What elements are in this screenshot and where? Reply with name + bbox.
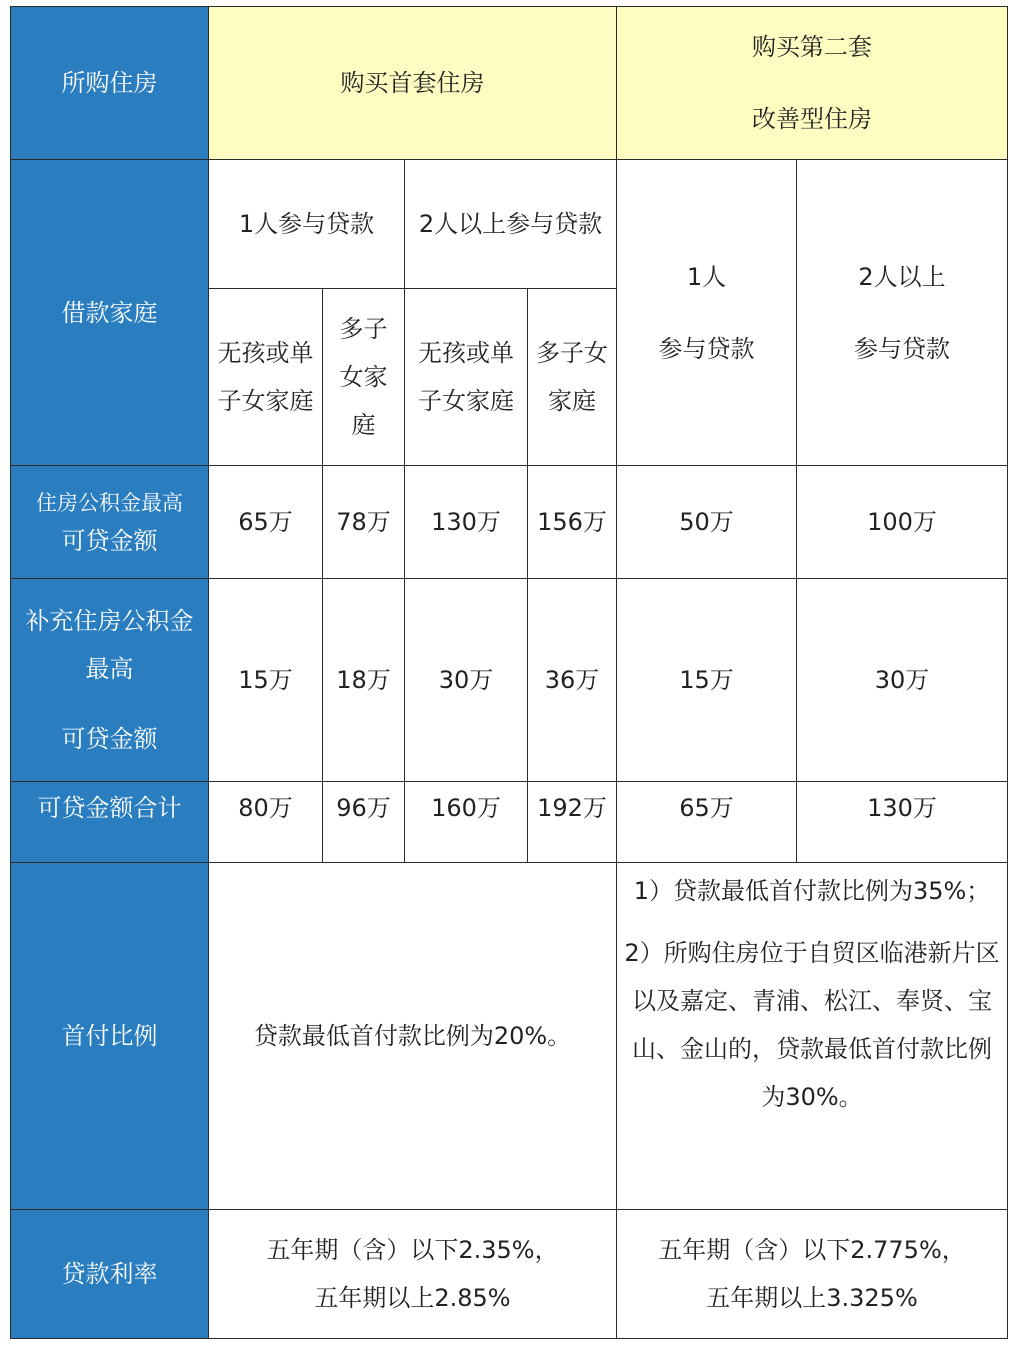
no-kid-family-header-2: 无孩或单子女家庭 [405, 289, 528, 466]
fund-limit-label-line1: 住房公积金最高 [36, 491, 183, 515]
fund-limit-row [11, 466, 1008, 579]
down-payment-label: 首付比例 [11, 863, 209, 1210]
two-plus-loan-header: 2人以上参与贷款 [405, 160, 617, 289]
housing-type-row [11, 7, 1008, 160]
total-limit-row [11, 782, 1008, 863]
total-limit-value: 65万 [617, 782, 797, 863]
second-home-header-line2: 改善型住房 [752, 105, 872, 133]
interest-rate-label: 贷款利率 [11, 1210, 209, 1339]
housing-type-label: 所购住房 [11, 7, 209, 160]
supplementary-fund-value: 15万 [617, 579, 797, 782]
total-limit-value: 130万 [797, 782, 1008, 863]
fund-limit-value: 156万 [528, 466, 617, 579]
first-home-header: 购买首套住房 [209, 7, 617, 160]
down-payment-second-rule-2: 2）所购住房位于自贸区临港新片区以及嘉定、青浦、松江、奉贤、宝山、金山的，贷款最低首付款比例为30%。 [624, 939, 1000, 1111]
no-kid-family-header: 无孩或单子女家庭 [209, 289, 323, 466]
down-payment-first-home: 贷款最低首付款比例为20%。 [209, 863, 617, 1210]
second-home-header-line1: 购买第二套 [752, 33, 872, 61]
second-home-header [617, 7, 1008, 160]
supplementary-fund-value: 18万 [323, 579, 405, 782]
second-two-plus-line2: 参与贷款 [854, 334, 950, 363]
second-one-person-line2: 参与贷款 [658, 334, 755, 363]
multi-kid-family-header-2: 多子女家庭 [528, 289, 617, 466]
supplementary-fund-value: 30万 [797, 579, 1008, 782]
fund-limit-label-line2: 可贷金额 [61, 527, 158, 555]
fund-limit-value: 50万 [617, 466, 797, 579]
supplementary-fund-value: 15万 [209, 579, 323, 782]
supplementary-fund-label-line1: 补充住房公积金最高 [25, 607, 194, 683]
interest-rate-second-line1: 五年期（含）以下2.775%， [658, 1236, 966, 1264]
second-two-plus-header [797, 160, 1008, 466]
supplementary-fund-value: 36万 [528, 579, 617, 782]
total-limit-value: 160万 [405, 782, 528, 863]
second-two-plus-line1: 2人以上 [858, 262, 946, 291]
loan-policy-table [10, 6, 1008, 1339]
interest-rate-second-home [617, 1210, 1008, 1339]
second-one-person-line1: 1人 [686, 262, 727, 291]
interest-rate-row [11, 1210, 1008, 1339]
fund-limit-value: 130万 [405, 466, 528, 579]
total-limit-value: 192万 [528, 782, 617, 863]
interest-rate-second-line2: 五年期以上3.325% [706, 1284, 918, 1312]
interest-rate-first-line1: 五年期（含）以下2.35%， [266, 1236, 559, 1264]
down-payment-second-home [617, 863, 1008, 1210]
fund-limit-value: 78万 [323, 466, 405, 579]
down-payment-second-rule-1: 1）贷款最低首付款比例为35%； [633, 877, 991, 905]
interest-rate-first-home [209, 1210, 617, 1339]
multi-kid-family-header: 多子女家庭 [323, 289, 405, 466]
family-label: 借款家庭 [11, 160, 209, 466]
supplementary-fund-value: 30万 [405, 579, 528, 782]
family-row-top [11, 160, 1008, 289]
supplementary-fund-label-line2: 可贷金额 [61, 725, 158, 753]
second-one-person-header [617, 160, 797, 466]
fund-limit-value: 65万 [209, 466, 323, 579]
total-limit-label: 可贷金额合计 [11, 782, 209, 863]
one-person-loan-header: 1人参与贷款 [209, 160, 405, 289]
fund-limit-label [11, 466, 209, 579]
total-limit-value: 80万 [209, 782, 323, 863]
supplementary-fund-label [11, 579, 209, 782]
interest-rate-first-line2: 五年期以上2.85% [314, 1284, 511, 1312]
fund-limit-value: 100万 [797, 466, 1008, 579]
supplementary-fund-row [11, 579, 1008, 782]
total-limit-value: 96万 [323, 782, 405, 863]
down-payment-row [11, 863, 1008, 1210]
